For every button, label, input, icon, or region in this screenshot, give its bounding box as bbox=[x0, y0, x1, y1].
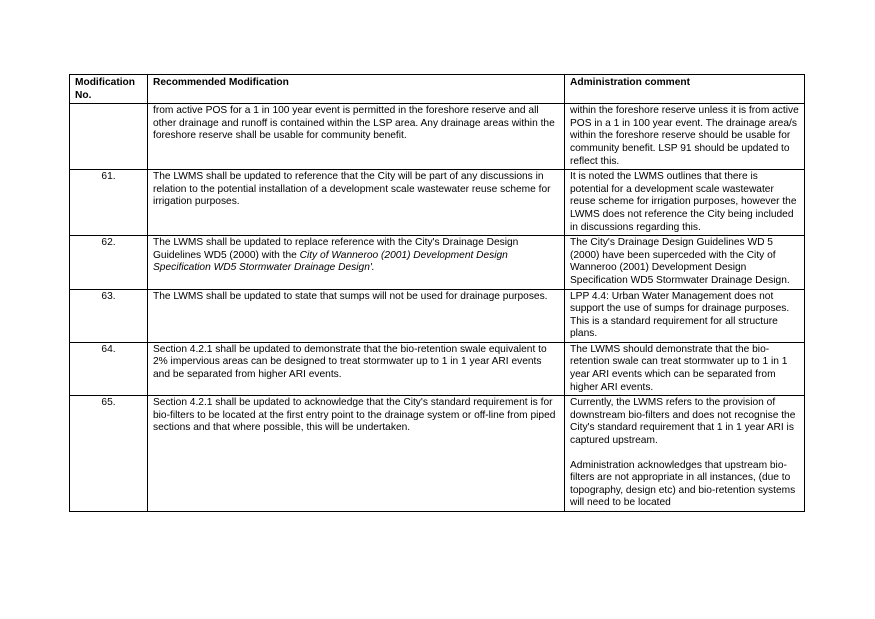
modifications-table bbox=[69, 74, 805, 512]
row-number: 65. bbox=[70, 396, 148, 512]
row-number: 62. bbox=[70, 236, 148, 289]
row-modification: The LWMS shall be updated to state that sumps will not be used for drainage purposes. bbox=[148, 289, 565, 342]
modification-italic-text: City of Wanneroo (2001) Development Design Specification WD5 Stormwater Drainage Design'. bbox=[153, 249, 508, 274]
row-number: 63. bbox=[70, 289, 148, 342]
table-row bbox=[70, 170, 805, 236]
comment-paragraph: Administration acknowledges that upstream bio-filters are not appropriate in all instances, (due to topography, design etc) and bio-retention systems will need to be located bbox=[570, 459, 796, 509]
header-number: Modification No. bbox=[70, 75, 148, 104]
row-modification: Section 4.2.1 shall be updated to demonstrate that the bio-retention swale equivalent to 2% impervious areas can be designed to treat stormwater up to 1 in 1 year ARI events and be separated from higher ARI events. bbox=[148, 342, 565, 395]
row-comment: The City's Drainage Design Guidelines WD 5 (2000) have been superceded with the City of Wanneroo (2001) Development Design Specification WD5 Stormwater Drainage Design. bbox=[565, 236, 805, 289]
row-number: 61. bbox=[70, 170, 148, 236]
row-modification bbox=[148, 236, 565, 289]
row-comment: LPP 4.4: Urban Water Management does not support the use of sumps for drainage purposes. This is a standard requirement for all structure plans. bbox=[565, 289, 805, 342]
table-row bbox=[70, 342, 805, 395]
row-comment: The LWMS should demonstrate that the bio-retention swale can treat stormwater up to 1 in 1 year ARI events which can be separated from higher ARI events. bbox=[565, 342, 805, 395]
table-row bbox=[70, 104, 805, 170]
row-comment: within the foreshore reserve unless it is from active POS in a 1 in 100 year event. The drainage area/s within the foreshore reserve should be usable for community benefit. LSP 91 should be updated to reflect this. bbox=[565, 104, 805, 170]
modification-text: The LWMS shall be updated to replace reference with the City's Drainage Design Guidelines WD5 (2000) with the bbox=[153, 237, 519, 261]
row-number bbox=[70, 104, 148, 170]
comment-paragraph: Currently, the LWMS refers to the provision of downstream bio-filters and does not recognise the City's standard requirement that 1 in 1 year ARI is captured upstream. bbox=[570, 397, 796, 447]
table-row bbox=[70, 289, 805, 342]
row-number: 64. bbox=[70, 342, 148, 395]
table-row bbox=[70, 396, 805, 512]
header-modification: Recommended Modification bbox=[148, 75, 565, 104]
row-comment: It is noted the LWMS outlines that there is potential for a development scale wastewater reuse scheme for irrigation purposes, however the LWMS does not reference the City being included in discussions regarding this. bbox=[565, 170, 805, 236]
row-modification: Section 4.2.1 shall be updated to acknowledge that the City's standard requirement is for bio-filters to be located at the first entry point to the drainage system or off-line from piped sections and that where possible, this will be undertaken. bbox=[148, 396, 565, 512]
row-modification: The LWMS shall be updated to reference that the City will be part of any discussions in relation to the potential installation of a development scale wastewater reuse scheme for irrigation purposes. bbox=[148, 170, 565, 236]
row-comment bbox=[565, 396, 805, 512]
row-modification: from active POS for a 1 in 100 year event is permitted in the foreshore reserve and all other drainage and runoff is contained within the LSP area. Any drainage areas within the foreshore reserve shall be usable for community benefit. bbox=[148, 104, 565, 170]
table-row bbox=[70, 236, 805, 289]
header-comment: Administration comment bbox=[565, 75, 805, 104]
table-header-row bbox=[70, 75, 805, 104]
